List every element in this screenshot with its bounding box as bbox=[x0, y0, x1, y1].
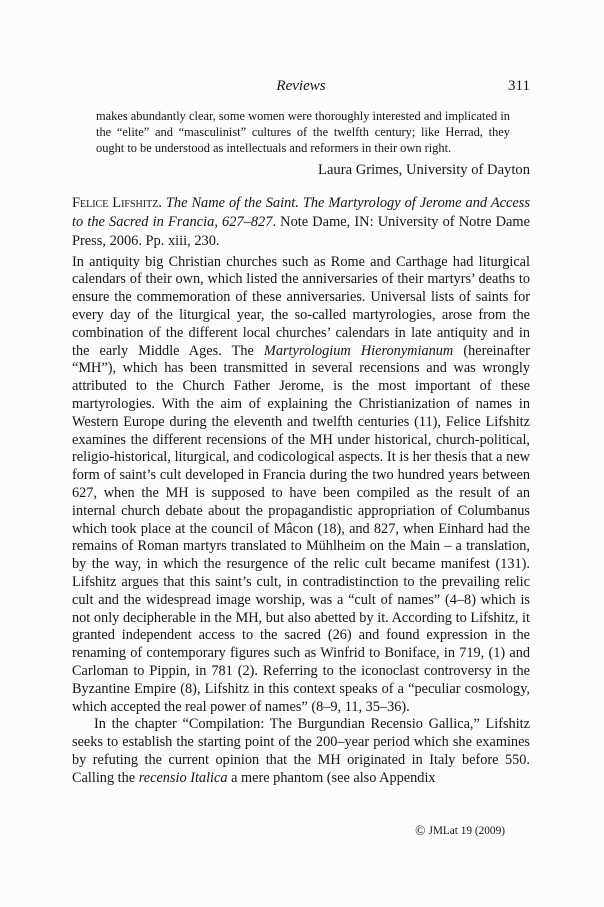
page-number: 311 bbox=[508, 78, 530, 94]
footer-imprint-text: JMLat 19 (2009) bbox=[428, 825, 505, 837]
reviewer-attribution: Laura Grimes, University of Dayton bbox=[318, 161, 530, 178]
previous-review-quote: makes abundantly clear, some women were thoroughly interested and implicated in the “elite” and “masculinist” cultures of the twelfth century; like Herrad, they ought to be understood as intellectuals and reformers in their own right. bbox=[96, 109, 510, 156]
review-paragraph-1: In antiquity big Christian churches such as Rome and Carthage had liturgical calendars of their own, which listed the anniversaries of their martyrs’ deaths to ensure the commemoration of these anniversaries. Universal lists of saints for every day of the liturgical year, the so-called martyrologies, arose from the combination of the different local churches’ calendars in late antiquity and in the early Middle Ages. The Martyrologium Hieronymianum (hereinafter “MH”), which has been transmitted in several recensions and was wrongly attributed to the Church Father Jerome, is the most important of these martyrologies. With the aim of explaining the Christianization of names in Western Europe during the eleventh and twelfth centuries (11), Felice Lifshitz examines the different recensions of the MH under historical, church-political, religio-historical, liturgical, and codicological aspects. It is her thesis that a new form of saint’s cult developed in Francia during the two hundred years between 627, when the MH is supposed to have been compiled as the result of an internal church debate about the propagandistic appropriation of Columbanus which took place at the council of Mâcon (18), and 827, when Einhard had the remains of Roman martyrs translated to Mühlheim on the Main – a translation, by the way, in which the resurgence of the relic cult became manifest (131). Lifshitz argues that this saint’s cult, in contradistinction to the prevailing relic cult and the widespread image worship, was a “cult of names” (4–8) which is not only decipherable in the MH, but also abetted by it. According to Lifshitz, it granted independent access to the sacred (26) and found expression in the renaming of contemporary figures such as Winfrid to Boniface, in 719, (1) and Carloman to Pippin, in 781 (2). Referring to the iconoclast controversy in the Byzantine Empire (8), Lifshitz in this context speaks of a “peculiar cosmology, which accepted the real power of names” (8–9, 11, 35–36). bbox=[72, 253, 530, 715]
review-paragraph-2: In the chapter “Compilation: The Burgundian Recensio Gallica,” Lifshitz seeks to establish the starting point of the 200–year period which she examines by refuting the current opinion that the MH originated in Italy before 550. Calling the recensio Italica a mere phantom (see also Appendix bbox=[72, 716, 530, 786]
page-header bbox=[72, 77, 530, 95]
page-content bbox=[72, 77, 530, 788]
book-citation: Felice Lifshitz. The Name of the Saint. The Martyrology of Jerome and Access to the Sacred in Francia, 627–827. Note Dame, IN: University of Notre Dame Press, 2006. Pp. xiii, 230. bbox=[72, 194, 530, 249]
journal-footer bbox=[415, 823, 505, 839]
copyright-icon: © bbox=[415, 823, 426, 838]
running-title: Reviews bbox=[276, 78, 326, 94]
